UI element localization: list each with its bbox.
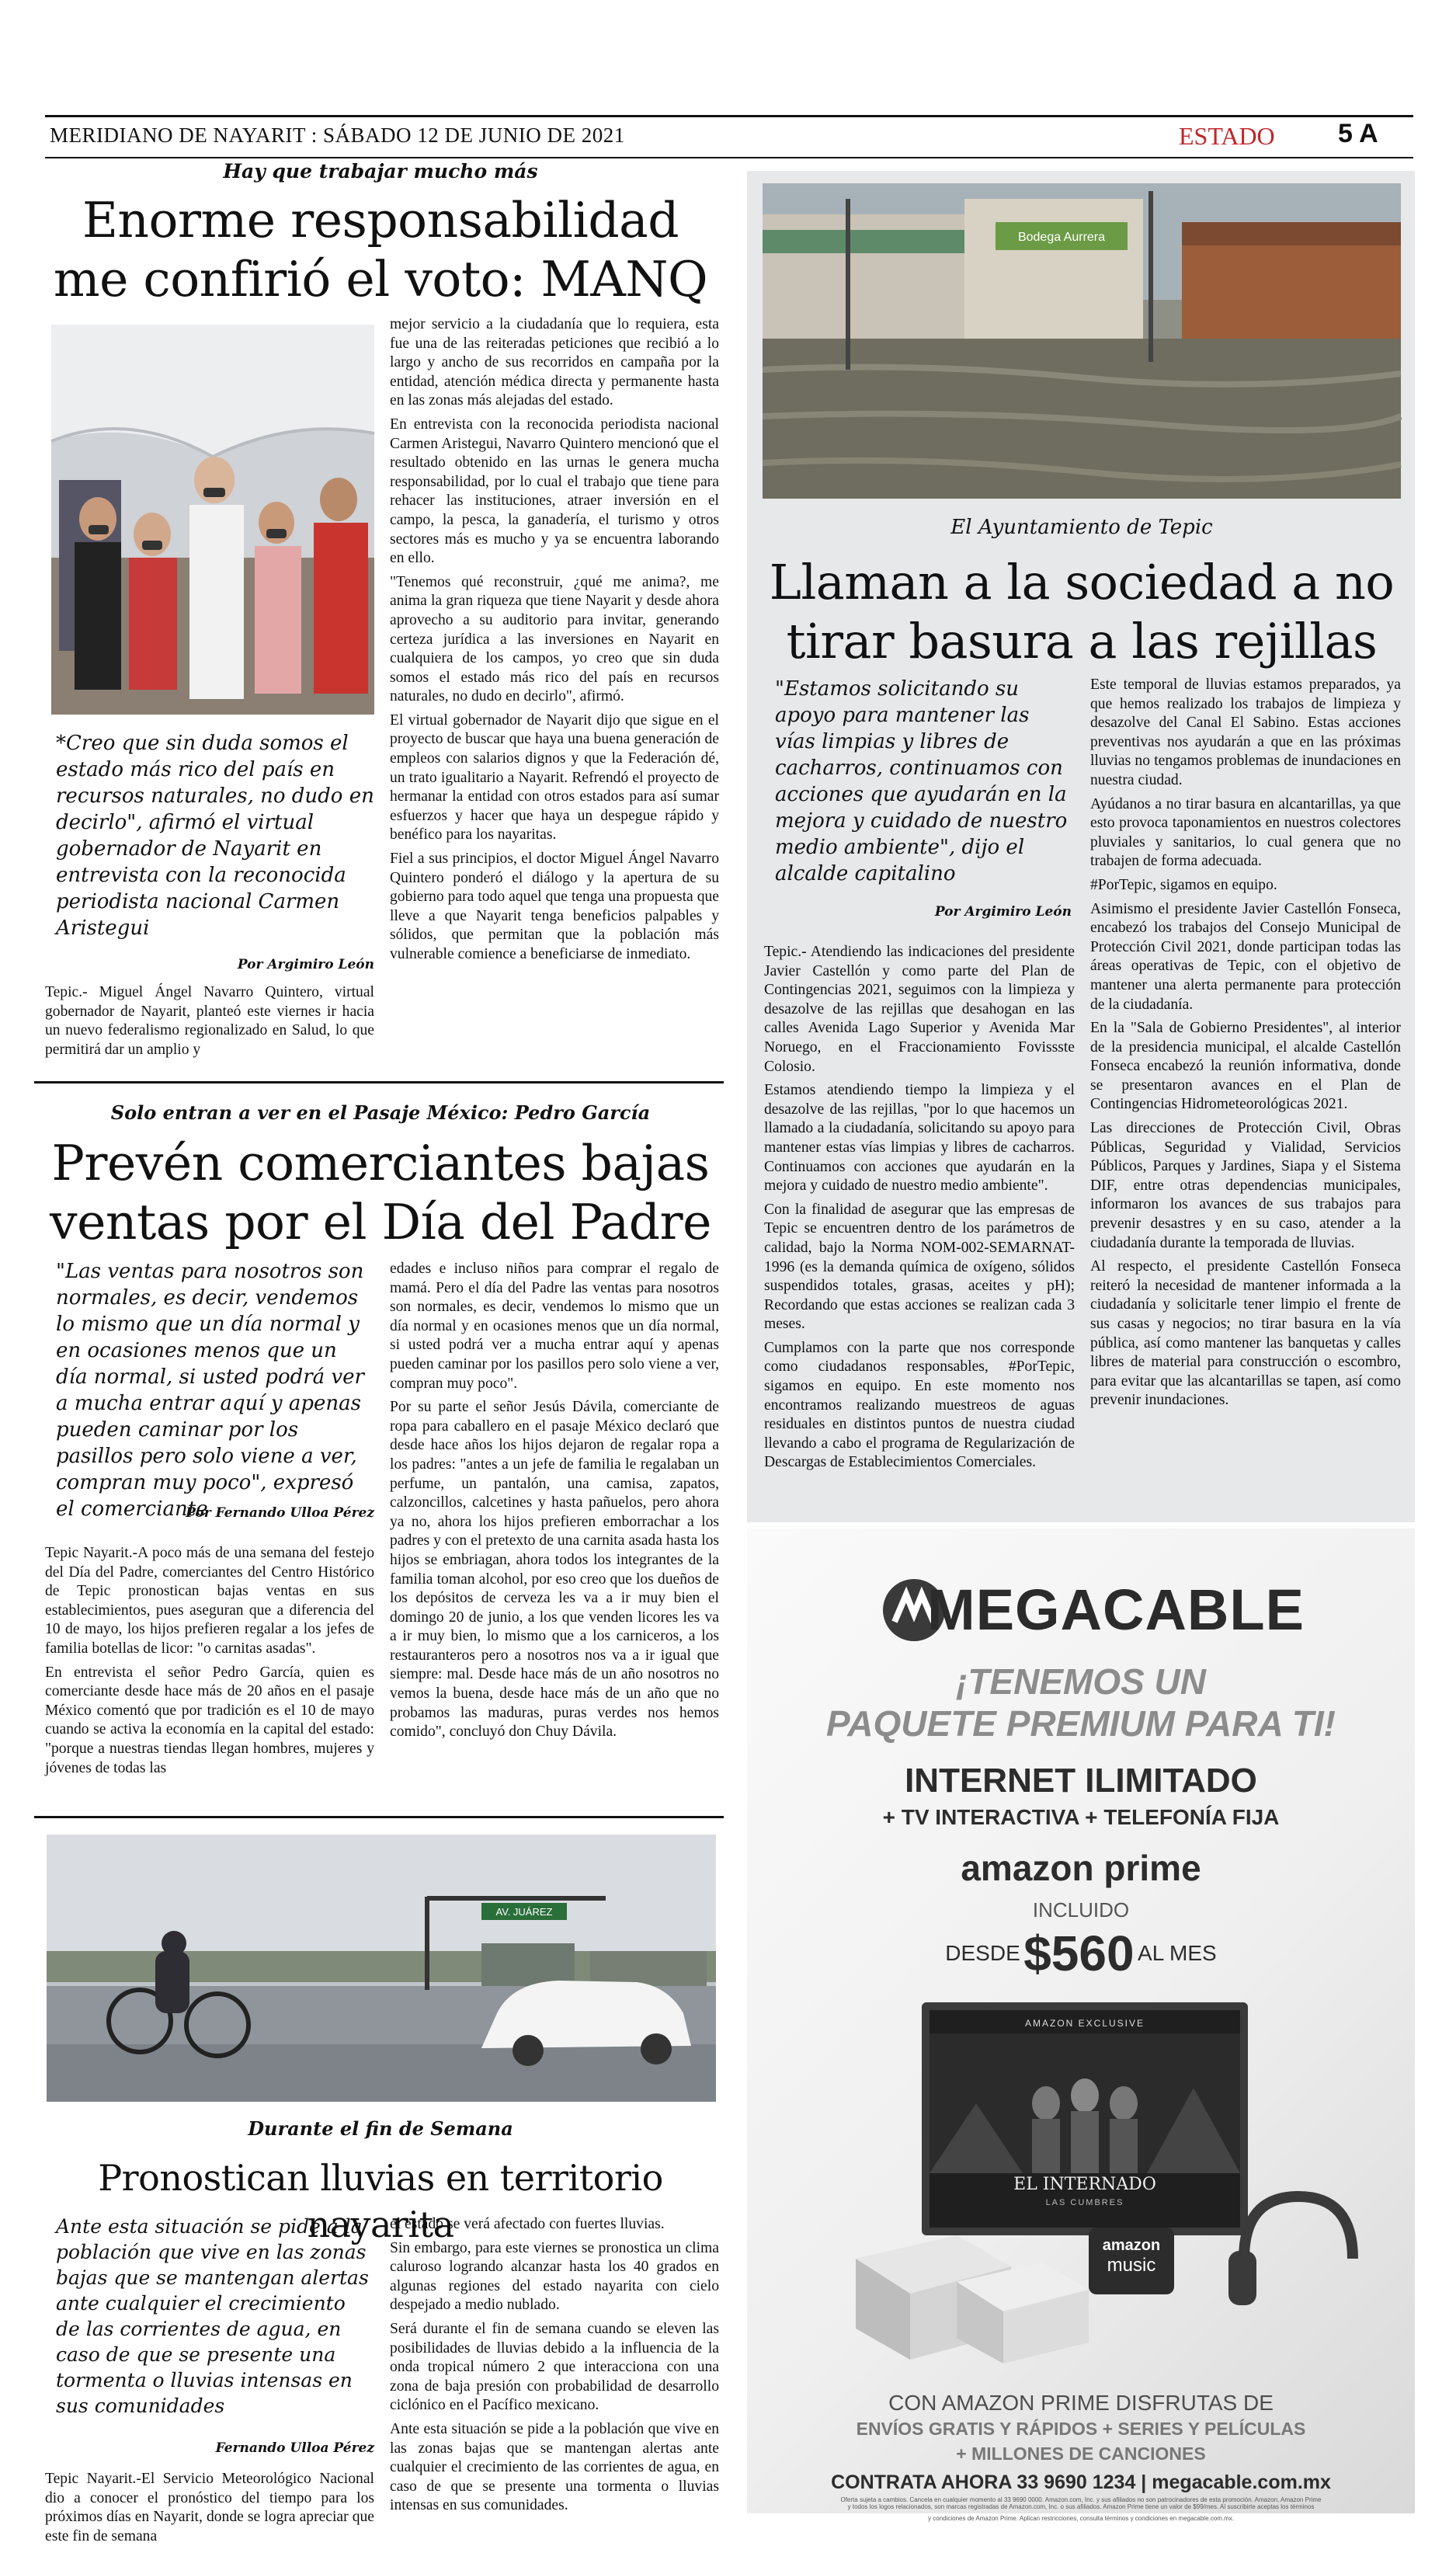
music-badge-line1: amazon: [1102, 2237, 1161, 2254]
article4-paragraph: Asimismo el presidente Javier Castellón Fonseca, encabezó los trabajos del Consejo Municipal de Protección Civil 2021, donde participan todas las áreas operativas de Tepic, con el objetivo de mantener una alerta permanente para protección de la ciudadanía.: [1090, 900, 1401, 1013]
article1-lead: [45, 983, 374, 1080]
article3-headline: Pronostican lluvias en territorio nayarita: [98, 2157, 663, 2245]
article1-lead-paragraph: Tepic.- Miguel Ángel Navarro Quintero, virtual gobernador de Nayarit, planteó este viernes ir hacia un nuevo federalismo regionalizado en Salud, lo que permitirá dar un amplio y: [45, 984, 374, 1058]
article4-kicker: El Ayuntamiento de Tepic: [950, 516, 1213, 539]
show-title: EL INTERNADO: [1013, 2175, 1156, 2194]
article1-photo: [51, 325, 374, 715]
megacable-advertisement[interactable]: [747, 1529, 1415, 2513]
article4-headline-line1: Llaman a la sociedad a no: [769, 554, 1395, 610]
article2-paragraph: En entrevista el señor Pedro García, quien es comerciante desde hace más de 20 años en el pasaje México comentó que por tradición es el 10 de mayo cuando se activa la economía en la capital del estado: "porque a nuestras tiendas llegan hombres, mujeres y jóvenes de todas las: [45, 1664, 374, 1776]
article4-paragraph: Tepic.- Atendiendo las indicaciones del presidente Javier Castellón y como parte del Plan de Contingencias 2021, seguimos con la limpieza y desazolve de las rejillas que desahogan en las calles Avenida Lago Superior y Avenida Mar Noruego, en el Fraccionamiento Fovissste Colosio.: [764, 944, 1075, 1075]
article4-paragraph: En la "Sala de Gobierno Presidentes", al interior de la presidencia municipal, el alcalde Castellón Fonseca encabezó la reunión informativa, donde se presentaron avances en el Plan de Contingencias Hidrometeorológicas 2021.: [1090, 1020, 1401, 1113]
flooded-street-photo: [763, 183, 1401, 499]
article4-paragraph: Estamos atendiendo tiempo la limpieza y el desazolve de las rejillas, "por lo que hacemos un llamado a la ciudadanía, solicitando su apoyo para mantener estas vías limpias y libres de cacharros. Continuamos con acciones que ayudarán en la mejora y cuidado de nuestro medio ambiente".: [764, 1082, 1075, 1195]
ad-offer-line1: INTERNET ILIMITADO: [905, 1762, 1257, 1800]
article2-paragraph: edades e incluso niños para comprar el regalo de mamá. Pero el día del Padre las ventas para nosotros son normales, es decir, vendemos lo mismo que un día normal y en ocasiones menos que un día normal, si usted podrá ver a mucha entrar aquí y apenas pueden caminar por los pasillos pero solo viene a ver, compran muy poco".: [390, 1261, 719, 1392]
article3-pull-quote: Ante esta situación se pide a la población que vive en las zonas bajas que se mantengan alertas ante cualquier el crecimiento de las corrientes de agua, en caso de que se presente una tormenta o lluvias intensas en sus comunidades: [56, 2215, 369, 2417]
show-subtitle: LAS CUMBRES: [1045, 2198, 1124, 2207]
ad-tagline-line1: ¡TENEMOS UN: [956, 1661, 1206, 1702]
article2-pull-quote: "Las ventas para nosotros son normales, es decir, vendemos lo mismo que un día normal y en ocasiones menos que un día normal, si usted podrá ver a mucha entrar aquí y apenas pueden caminar por los pasillos pero solo viene a ver, compran muy poco", expresó el comerciante: [56, 1260, 364, 1521]
divider: [34, 1081, 724, 1083]
ad-included: INCLUIDO: [1032, 1898, 1130, 1922]
article4-photo: [763, 183, 1401, 499]
article1-byline: Por Argimiro León: [237, 957, 374, 972]
article4-paragraph: Con la finalidad de asegurar que las empresas de Tepic se encuentren dentro de los parámetros de calidad, bajo la Norma NOM-002-SEMARNAT-1996 (es la demanda química de oxígeno, sólidos suspendidos totales, grasas, aceites y pH); Recordando que estas acciones se realizan cada 3 meses.: [764, 1201, 1075, 1333]
ad-price-prefix: DESDE: [945, 1941, 1020, 1965]
article4-paragraph: Al respecto, el presidente Castellón Fonseca reiteró la necesidad de mantener informada a la ciudadanía y solicitarle tener limpio el frente de sus casas y negocios; no tirar basura en la vía pública, así como mantener las banquetas y calles libres de material para construcción o escombro, para evitar que las alcantarillas se tapen, así como prevenir inundaciones.: [1090, 1258, 1401, 1409]
article4-headline-line2: tirar basura a las rejillas: [786, 613, 1378, 670]
article1-paragraph: El virtual gobernador de Nayarit dijo que sigue en el proyecto de buscar que haya una buena generación de empleos con salarios dignos y que la Federación dé, un trato igualitario a Nayarit. Refrendó el proyecto de hermanar la entidad con otros estados para así sumar esfuerzos y hacer que haya un despegue rápido y benéfico para los nayaritas.: [390, 711, 719, 843]
campaign-crowd-photo: [51, 325, 374, 715]
article3-byline: Fernando Ulloa Pérez: [215, 2440, 374, 2456]
article3-photo: [47, 1835, 716, 2102]
ad-price-suffix: AL MES: [1138, 1941, 1217, 1965]
ad-fineprint-line3: y condiciones de Amazon Prime. Aplican restricciones, consulta términos y condiciones en megacable.com.mx.: [928, 2515, 1234, 2522]
article2-body: [390, 1260, 719, 1810]
article3-kicker: Durante el fin de Semana: [248, 2117, 513, 2140]
article3-lead: [45, 2470, 374, 2551]
article1-kicker: Hay que trabajar mucho más: [223, 160, 538, 183]
amazon-music-badge: [1089, 2228, 1174, 2294]
article1-paragraph: "Tenemos qué reconstruir, ¿qué me anima?, me anima la gran riqueza que tiene Nayarit y desde ahora aprovecho a su auditorio para invitar, generando certeza jurídica a las inversiones en Nayarit en cualquiera de los campos, yo creo que sin duda somos el estado más rico del país en recursos naturales, no dudo en decirlo", afirmó.: [390, 573, 719, 705]
article3-paragraph: Será durante el fin de semana cuando se eleven las posibilidades de lluvias debido a la influencia de la onda tropical número 2 que interacciona con una zona de baja presión con probabilidad de desarrollo ciclónico en el Pacífico mexicano.: [390, 2320, 719, 2414]
music-badge-line2: music: [1107, 2255, 1156, 2276]
ad-offer-line2: + TV INTERACTIVA + TELEFONÍA FIJA: [882, 1805, 1280, 1829]
ad-fineprint-line2: y todos los logos relacionados, son marcas registradas de Amazon.com, Inc. o sus afiliados. Amazon Prime tiene un valor de $99/mes. Al suscribirte aceptas los términos: [847, 2503, 1315, 2510]
divider: [34, 1816, 724, 1818]
article4-left-column: [764, 943, 1075, 1516]
article4-paragraph: Cumplamos con la parte que nos corresponde como ciudadanos responsables, #PorTepic, sigamos en equipo. En este momento nos encontramos realizando muestreos de aguas residuales en distintos puntos de nuestra ciudad llevando a cabo el programa de Regularización de Descargas de Establecimientos Comerciales.: [764, 1339, 1075, 1471]
show-poster-image: [930, 2033, 1240, 2173]
ad-price: $560: [1023, 1925, 1135, 1981]
article1-paragraph: En entrevista con la reconocida periodista nacional Carmen Aristegui, Navarro Quintero mencionó que el resultado obtenido en las urnas le genera mucha responsabilidad, por lo cual el trabajo que tiene para rehacer las instituciones, atraer inversión en el campo, la pesca, la ganadería, el turismo y otros sectores más es mucho y ya se encuentra laborando en ello.: [390, 416, 719, 567]
screen-badge: AMAZON EXCLUSIVE: [1024, 2018, 1145, 2029]
ad-fineprint-line1: Oferta sujeta a cambios. Cancela en cualquier momento al 33 9690 0000. Amazon.com, Inc. y sus afiliados no son patrocinadores de esta promoción. Amazon, Amazon Prime: [840, 2496, 1322, 2503]
article2-paragraph: Tepic Nayarit.-A poco más de una semana del festejo del Día del Padre, comerciantes del Centro Histórico de Tepic pronostican bajas ventas en sus establecimientos, pues aseguran que a diferencia del 10 de mayo, los hijos prefieren regalar a los jefes de familia botellas de licor: "o carnitas asadas".: [45, 1545, 374, 1657]
article1-headline-line1: Enorme responsabilidad: [82, 192, 679, 249]
article4-pull-quote: "Estamos solicitando su apoyo para mantener las vías limpias y libres de cacharros, continuamos con acciones que ayudarán en la mejora y cuidado de nuestro medio ambiente", dijo el alcalde capitalino: [775, 677, 1068, 885]
article1-pull-quote: *Creo que sin duda somos el estado más rico del país en recursos naturales, no dudo en decirlo", afirmó el virtual gobernador de Nayarit en entrevista con la reconocida periodista nacional Carmen Aristegui: [56, 732, 374, 940]
article1-headline-line2: me confirió el voto: MANQ: [53, 251, 708, 308]
article3-paragraph: Sin embargo, para este viernes se pronostica un clima caluroso logrando alcanzar hasta los 40 grados en algunas regiones del estado nayarita con cielo despejado a medio nublado.: [390, 2239, 719, 2314]
article3-paragraph: el estado se verá afectado con fuertes lluvias.: [390, 2216, 665, 2232]
article3-body: [390, 2215, 719, 2551]
article2-lead: [45, 1544, 374, 1810]
article3-paragraph: Ante esta situación se pide a la población que vive en las zonas bajas que se mantengan alertas ante cualquier el crecimiento de las corrientes de agua, en caso de que se presente una tormenta o lluvias intensas en sus comunidades.: [390, 2420, 719, 2514]
article4-paragraph: Ayúdanos a no tirar basura en alcantarillas, ya que esto provoca taponamientos en nuestros colectores pluviales y sanitarios, lo cual genera que no trabajen de forma adecuada.: [1090, 795, 1401, 870]
masthead: [45, 115, 1413, 158]
article3-lead-paragraph: Tepic Nayarit.-El Servicio Meteorológico Nacional dio a conocer el pronóstico del tiempo para los próximos días en Nayarit, donde se logra apreciar que este fin de semana: [45, 2471, 374, 2544]
ad-benefit-line3: + MILLONES DE CANCIONES: [956, 2443, 1206, 2464]
article4-paragraph: Este temporal de lluvias estamos preparados, ya que hemos realizado los trabajos de limpieza y desazolve del Canal El Sabino. Estas acciones preventivas nos ayudarán a que en las próximas lluvias no tengamos problemas de inundaciones en nuestra ciudad.: [1090, 677, 1401, 788]
article2-kicker: Solo entran a ver en el Pasaje México: Pedro García: [110, 1101, 651, 1124]
article4-byline: Por Argimiro León: [934, 904, 1072, 920]
ad-benefit-line2: ENVÍOS GRATIS Y RÁPIDOS + SERIES Y PELÍCULAS: [856, 2419, 1306, 2439]
amazon-boxes-and-headphones-icon: [840, 2165, 1322, 2367]
street-sign-text: AV. JUÁREZ: [495, 1906, 553, 1918]
article2-headline-line2: ventas por el Día del Padre: [50, 1194, 711, 1250]
ad-partner-logo: amazon prime: [961, 1848, 1201, 1888]
section-name: ESTADO: [1179, 122, 1275, 150]
store-sign-text: Bodega Aurrera: [1017, 231, 1106, 244]
article1-paragraph: mejor servicio a la ciudadanía que lo requiera, esta fue una de las reiteradas peticiones que recibió a lo largo y ancho de sus recorridos en campaña por la entidad, atención médica directa y permanente hasta en las zonas más alejadas del estado.: [390, 316, 719, 409]
ad-benefit-line1: CON AMAZON PRIME DISFRUTAS DE: [888, 2391, 1274, 2415]
article1-body: [390, 315, 719, 1080]
article4-paragraph: #PorTepic, sigamos en equipo.: [1090, 876, 1277, 893]
article2-headline-line1: Prevén comerciantes bajas: [51, 1135, 710, 1191]
ad-price-row: [747, 1925, 1415, 1982]
ad-brand: MEGACABLE: [927, 1577, 1305, 1642]
article1-paragraph: Fiel a sus principios, el doctor Miguel Ángel Navarro Quintero ponderó el diálogo y la apertura de su gobierno para todo aquel que tenga una propuesta que lleve a que Nayarit tenga beneficios palpables y sólidos, que permitan que la población más vulnerable comience a beneficiarse de inmediato.: [390, 850, 719, 962]
article2-paragraph: Por su parte el señor Jesús Dávila, comerciante de ropa para caballero en el pasaje México declaró que desde hace años los hijos dejaron de regalar ropa a los padres: "antes a un jefe de familia le regalaban un perfume, un pantalón, una camisa, zapatos, calzoncillos, calcetines y hasta pañuelos, pero ahora ya no, ahora los hijos prefieren emborrachar a los padres y con el pretexto de una carnita asada hasta los hijos se embriagan, ahora todos los integrantes de la familia toman alcohol, por eso creo que los dueños de los depósitos de cerveza les va a ir muy bien el domingo 20 de junio, a los que venden licores les va a ir muy bien, lo mismo que a los carniceros, a los restauranteros pero a nosotros nos va a ir igual que siempre: mal. Desde hace más de un año nosotros no vemos la buena, desde hace más de un año que no probamos las maduras, puras verdes nos hemos comido", concluyó don Chuy Dávila.: [390, 1399, 719, 1741]
ad-contact[interactable]: CONTRATA AHORA 33 9690 1234 | megacable.com.mx: [831, 2471, 1331, 2493]
page-number: 5 A: [1338, 119, 1378, 148]
paper-date: MERIDIANO DE NAYARIT : SÁBADO 12 DE JUNIO DE 2021: [50, 123, 625, 147]
article2-byline: Por Fernando Ulloa Pérez: [186, 1505, 374, 1521]
article4-right-column: [1090, 676, 1401, 1516]
rainy-street-photo: [47, 1835, 716, 2102]
article4-paragraph: Las direcciones de Protección Civil, Obras Públicas, Seguridad y Vialidad, Servicios Públicos, Parques y Jardines, Siapa y el Sistema DIF, entre otras dependencias municipales, informaron los avances de sus trabajos para prevenir desastres y en su caso, atender a la ciudadanía durante la temporada de lluvias.: [1090, 1120, 1401, 1251]
ad-tagline-line2: PAQUETE PREMIUM PARA TI!: [826, 1703, 1336, 1744]
